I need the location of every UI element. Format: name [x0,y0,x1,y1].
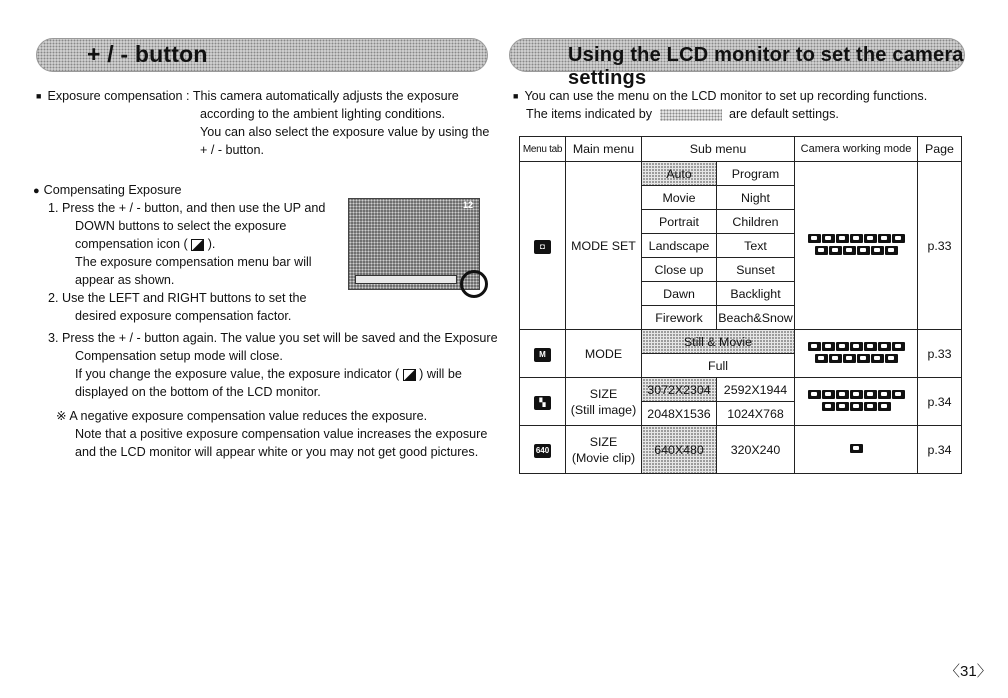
table-row [520,426,962,474]
header-page: Page [918,137,962,162]
step1-line-3 [75,236,215,253]
note-line-2: Note that a positive exposure compensation value increases the exposure [75,427,488,441]
left-section-title: + / - button [87,41,208,67]
intro-line-4: + / - button. [200,143,265,157]
exposure-menu-bar [355,275,457,284]
sub-still-movie: Still & Movie [642,330,795,354]
step1-line-1: 1. Press the + / - button, and then use the UP and [48,201,326,215]
camera-mode-icons [806,389,906,413]
sub-640x480: 640X480 [642,426,717,474]
exposure-indicator-icon [403,369,416,381]
step3-line-2: Compensation setup mode will close. [75,349,283,363]
size-movie-sublabel: (Movie clip) [571,450,636,465]
step3-line-4: displayed on the bottom of the LCD monitor. [75,385,321,399]
right-intro-line-2b: are default settings. [729,107,839,121]
left-title-banner [36,38,488,72]
step1-line-4: The exposure compensation menu bar will [75,255,312,269]
mode-main: MODE [566,330,642,378]
movie-size-640-icon: 640 [534,444,551,458]
sub-close-up: Close up [642,258,717,282]
camera-mode-icons [806,233,906,257]
intro-line-1: ■ Exposure compensation : This camera automatically adjusts the exposure [36,88,459,106]
sub-dawn: Dawn [642,282,717,306]
step2-line-1: 2. Use the LEFT and RIGHT buttons to set the [48,291,307,305]
step2-line-2: desired exposure compensation factor. [75,309,292,323]
sub-portrait: Portrait [642,210,717,234]
sub-movie: Movie [642,186,717,210]
mode-set-working-modes [795,162,918,330]
step3-line-3 [75,366,462,383]
step3-line-3a: If you change the exposure value, the exposure indicator ( [75,367,400,381]
note-line-1: ※ A negative exposure compensation value reduces the exposure. [56,409,428,423]
sub-night: Night [717,186,795,210]
dot-bullet-icon: ● [33,185,40,197]
default-setting-swatch [660,109,722,121]
size-icon: ▚ [534,396,551,410]
page-number [945,660,992,681]
step1-line-3b: ). [207,237,216,251]
section-heading [33,182,182,200]
step1-line-3a: compensation icon ( [75,237,188,251]
mode-set-page: p.33 [918,162,962,330]
header-menu-tab: Menu tab [520,137,566,162]
header-sub-menu: Sub menu [642,137,795,162]
size-still-page: p.34 [918,378,962,426]
sub-320x240: 320X240 [717,426,795,474]
table-row [520,162,962,186]
lcd-preview-image [348,198,480,290]
right-title-banner [509,38,965,89]
table-header-row [520,137,962,162]
mode-tab [520,330,566,378]
lcd-shot-counter: 12 [463,200,474,210]
mode-page: p.33 [918,330,962,378]
camera-icon: ◘ [534,240,551,254]
exposure-compensation-icon [191,239,204,251]
sub-landscape: Landscape [642,234,717,258]
settings-table [519,136,962,474]
sub-beach-snow: Beach&Snow [717,306,795,330]
sub-2592x1944: 2592X1944 [717,378,795,402]
intro-line-3: You can also select the exposure value by using the [200,125,490,139]
page-number-close: 〉 [976,663,992,680]
camera-mode-icons [806,341,906,365]
right-intro-line-2 [526,106,839,123]
sub-1024x768: 1024X768 [717,402,795,426]
highlight-circle-icon [460,270,488,298]
mode-set-main: MODE SET [566,162,642,330]
size-movie-tab [520,426,566,474]
right-section-title: Using the LCD monitor to set the camera settings [568,44,964,89]
sub-sunset: Sunset [717,258,795,282]
movie-mode-icon [850,444,863,453]
section-heading-text: Compensating Exposure [43,183,182,197]
size-still-main [566,378,642,426]
right-intro-line-1: ■ You can use the menu on the LCD monitor to set up recording functions. [513,88,927,106]
sub-children: Children [717,210,795,234]
sub-auto: Auto [642,162,717,186]
sub-text: Text [717,234,795,258]
right-intro-line-2a: The items indicated by [526,107,652,121]
step3-line-1: 3. Press the + / - button again. The value you set will be saved and the Exposure [48,331,498,345]
size-still-label: SIZE [589,386,618,401]
size-still-sublabel: (Still image) [570,402,637,417]
header-main-menu: Main menu [566,137,642,162]
sub-2048x1536: 2048X1536 [642,402,717,426]
step1-line-2: DOWN buttons to select the exposure [75,219,287,233]
mode-set-tab [520,162,566,330]
sub-backlight: Backlight [717,282,795,306]
size-movie-label: SIZE [589,434,618,449]
sub-3072x2304: 3072X2304 [642,378,717,402]
table-row [520,330,962,354]
page-number-open: 〈 [945,663,961,680]
step3-line-3b: ) will be [419,367,462,381]
size-movie-main [566,426,642,474]
step1-line-5: appear as shown. [75,273,175,287]
size-movie-working-modes [795,426,918,474]
table-row [520,378,962,402]
size-still-tab [520,378,566,426]
sub-full: Full [642,354,795,378]
sub-program: Program [717,162,795,186]
size-still-working-modes [795,378,918,426]
size-movie-page: p.34 [918,426,962,474]
page-number-value: 31 [960,663,977,680]
mode-working-modes [795,330,918,378]
note-line-3: and the LCD monitor will appear white or you may not get good pictures. [75,445,479,459]
mode-m-icon: M [534,348,551,362]
header-camera-mode: Camera working mode [795,137,918,162]
sub-firework: Firework [642,306,717,330]
intro-line-2: according to the ambient lighting conditions. [200,107,446,121]
